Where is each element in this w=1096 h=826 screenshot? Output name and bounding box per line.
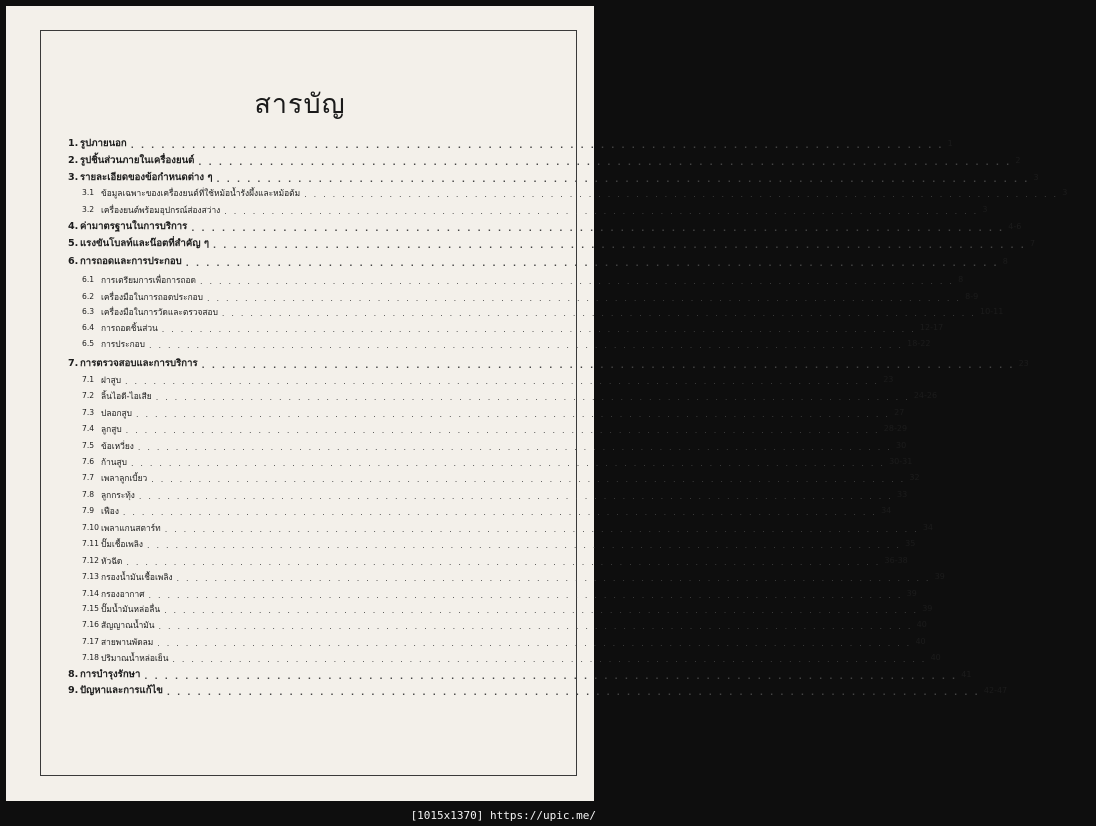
toc-entry-number: 7.11 [82,539,99,548]
toc-entry-number: 9. [68,685,79,696]
toc-entry-title: เพลาแกนสตาร์ท [101,523,161,533]
toc-entry [82,618,927,632]
toc-entry-title: ปริมาณน้ำหล่อเย็น [101,653,169,663]
toc-entry-title: เครื่องมือในการวัดและตรวจสอบ [101,307,218,317]
dot-leader: . . . . . . . . . . . . . . . . . . . . . . . . . . . . . . . . . . . . . . . . . . . . . . . . . . . . . . . . . . . . . . . . . . . . . . . . . . . . . . . . [176,574,931,583]
toc-entry-page: 8-9 [965,292,979,301]
toc-entry-page: 7 [1029,239,1036,248]
toc-entry-number: 3.1 [82,188,95,197]
toc-entry-number: 7.6 [82,457,95,466]
toc-entry-number: 7.9 [82,506,95,515]
toc-entry-page: 34 [881,506,892,515]
toc-entry [82,305,1004,319]
toc-entry-page: 41 [961,670,972,679]
toc-entry [82,337,931,351]
dot-leader: . . . . . . . . . . . . . . . . . . . . . . . . . . . . . . . . . . . . . . . . . . . . . . . . . . . . . . . . . . . . . . . . . . . . . . . . . . . . . . . . [191,224,1005,233]
toc-entry-number: 6.3 [82,307,95,316]
toc-entry-title: เฟือง [101,506,119,516]
toc-entry-number: 3.2 [82,205,95,214]
toc-entry [68,668,972,682]
toc-entry-number: 6.4 [82,323,95,332]
dot-leader: . . . . . . . . . . . . . . . . . . . . . . . . . . . . . . . . . . . . . . . . . . . . . . . . . . . . . . . . . . . . . . . . . . . . . . . . . . . . . . . . [122,508,878,517]
toc-entry-page: 10-11 [980,307,1004,316]
dot-leader: . . . . . . . . . . . . . . . . . . . . . . . . . . . . . . . . . . . . . . . . . . . . . . . . . . . . . . . . . . . . . . . . . . . . . . . . . . . . . . . . [158,622,913,631]
toc-entry [68,357,1029,371]
toc-entry-page: 2 [1015,156,1021,165]
toc-entry-number: 7.14 [82,589,99,598]
toc-entry-title: การประกอบ [101,339,146,349]
toc-entry-number: 2. [68,155,79,166]
toc-entry-number: 7.2 [82,391,95,400]
toc-entry-title: ปัญหาและการแก้ไข [80,685,163,696]
toc-entry-number: 7.12 [82,556,99,565]
toc-entry-number: 3. [68,172,79,183]
toc-entry-title: ปั๊มเชื้อเพลิง [101,539,144,549]
toc-entry-page: 8 [958,275,964,284]
toc-entry [82,537,916,551]
image-source-caption: [1015x1370] https://upic.me/ [0,806,596,826]
toc-entry-number: 7.15 [82,604,99,613]
toc-entry-page: 39 [922,604,933,613]
dot-leader: . . . . . . . . . . . . . . . . . . . . . . . . . . . . . . . . . . . . . . . . . . . . . . . . . . . . . . . . . . . . . . . . . . . . . . . . . . . . . . . . [126,558,881,567]
toc-entry-page: 40 [916,620,927,629]
dot-leader: . . . . . . . . . . . . . . . . . . . . . . . . . . . . . . . . . . . . . . . . . . . . . . . . . . . . . . . . . . . . . . . . . . . . . . . . . . . . . . . . [148,591,903,600]
toc-entry-title: รูปชิ้นส่วนภายในเครื่องยนต์ [80,155,195,166]
toc-entry-number: 7.3 [82,408,95,417]
toc-entry [68,255,1008,269]
toc-entry-number: 6.2 [82,292,95,301]
toc-entry-page: 24-26 [913,391,938,400]
toc-entry-title: การบำรุงรักษา [80,669,141,680]
toc-entry-title: การเตรียมการเพื่อการถอด [101,275,196,285]
toc-entry-title: หัวฉีด [101,556,123,566]
toc-entry-title: ปั๊มน้ำมันหล่อลื่น [101,604,161,614]
dot-leader: . . . . . . . . . . . . . . . . . . . . . . . . . . . . . . . . . . . . . . . . . . . . . . . . . . . . . . . . . . . . . . . . . . . . . . . . . . . . . . . . [164,606,919,615]
toc-entry-page: 1 [947,139,953,148]
toc-entry-title: การตรวจสอบและการบริการ [80,358,198,369]
toc-entry [68,684,1008,698]
toc-entry-title: ปลอกสูบ [101,408,132,418]
toc-entry-title: ลิ้นไอดี-ไอเสีย [101,391,152,401]
toc-entry [82,570,945,584]
toc-entry [82,602,933,616]
dot-leader: . . . . . . . . . . . . . . . . . . . . . . . . . . . . . . . . . . . . . . . . . . . . . . . . . . . . . . . . . . . . . . . . . . . . . . . . . . . . . . . . [185,259,999,268]
toc-entry-page: 35 [905,539,916,548]
toc-entry-title: เพลาลูกเบี้ยว [101,473,148,483]
toc-entry [82,186,1068,200]
toc-entry [68,237,1036,251]
toc-entry [82,504,892,518]
dot-leader: . . . . . . . . . . . . . . . . . . . . . . . . . . . . . . . . . . . . . . . . . . . . . . . . . . . . . . . . . . . . . . . . . . . . . . . . . . . . . . . . [304,190,1059,199]
toc-entry-number: 7.16 [82,620,99,629]
toc-entry-page: 3 [982,205,988,214]
dot-leader: . . . . . . . . . . . . . . . . . . . . . . . . . . . . . . . . . . . . . . . . . . . . . . . . . . . . . . . . . . . . . . . . . . . . . . . . . . . . . . . . [135,410,891,419]
toc-entry-title: ลูกสูบ [101,424,122,434]
toc-entry-title: สายพานพัดลม [101,637,154,647]
dot-leader: . . . . . . . . . . . . . . . . . . . . . . . . . . . . . . . . . . . . . . . . . . . . . . . . . . . . . . . . . . . . . . . . . . . . . . . . . . . . . . . . [147,541,902,550]
toc-entry-number: 7.7 [82,473,95,482]
toc-entry-page: 8 [1002,257,1008,266]
toc-entry-page: 23 [1018,359,1029,368]
toc-entry [82,273,964,287]
toc-entry-number: 7. [68,358,79,369]
toc-entry [82,455,913,469]
dot-leader: . . . . . . . . . . . . . . . . . . . . . . . . . . . . . . . . . . . . . . . . . . . . . . . . . . . . . . . . . . . . . . . . . . . . . . . . . . . . . . . . [200,277,955,286]
dot-leader: . . . . . . . . . . . . . . . . . . . . . . . . . . . . . . . . . . . . . . . . . . . . . . . . . . . . . . . . . . . . . . . . . . . . . . . . . . . . . . . . [221,309,977,318]
dot-leader: . . . . . . . . . . . . . . . . . . . . . . . . . . . . . . . . . . . . . . . . . . . . . . . . . . . . . . . . . . . . . . . . . . . . . . . . . . . . . . . . [125,426,880,435]
toc-entry-title: การถอดชิ้นส่วน [101,323,158,333]
toc-entry [82,471,920,485]
toc-entry [82,389,938,403]
page-title: สารบัญ [254,89,346,120]
dot-leader: . . . . . . . . . . . . . . . . . . . . . . . . . . . . . . . . . . . . . . . . . . . . . . . . . . . . . . . . . . . . . . . . . . . . . . . . . . . . . . . . [149,341,904,350]
toc-entry-page: 39 [906,589,917,598]
dot-leader: . . . . . . . . . . . . . . . . . . . . . . . . . . . . . . . . . . . . . . . . . . . . . . . . . . . . . . . . . . . . . . . . . . . . . . . . . . . . . . . . [164,525,919,534]
toc-entry-title: เครื่องมือในการถอดประกอบ [101,292,203,302]
document-page [6,6,1068,801]
toc-entry-number: 7.1 [82,375,95,384]
toc-entry-title: กรองน้ำมันเชื้อเพลิง [101,572,173,582]
toc-entry [68,220,1022,234]
toc-entry [82,203,988,217]
toc-entry-number: 7.10 [82,523,99,532]
toc-entry-title: ข้อมูลเฉพาะของเครื่องยนต์ที่ใช้หม้อน้ำรังผึ้งและหม้อต้ม [101,188,301,198]
dot-leader: . . . . . . . . . . . . . . . . . . . . . . . . . . . . . . . . . . . . . . . . . . . . . . . . . . . . . . . . . . . . . . . . . . . . . . . . . . . . . . . . [155,393,910,402]
toc-entry-page: 3 [1062,188,1068,197]
toc-entry [82,373,894,387]
toc-entry [68,137,953,151]
toc-entry-number: 7.8 [82,490,95,499]
toc-entry-page: 4-6 [1008,222,1022,231]
toc-entry [82,406,905,420]
dot-leader: . . . . . . . . . . . . . . . . . . . . . . . . . . . . . . . . . . . . . . . . . . . . . . . . . . . . . . . . . . . . . . . . . . . . . . . . . . . . . . . . [166,688,980,697]
toc-entry-page: 23 [883,375,894,384]
dot-leader: . . . . . . . . . . . . . . . . . . . . . . . . . . . . . . . . . . . . . . . . . . . . . . . . . . . . . . . . . . . . . . . . . . . . . . . . . . . . . . . . [137,443,892,452]
toc-entry [68,154,1021,168]
toc-entry-page: 3 [1033,173,1039,182]
toc-entry-page: 32 [909,473,920,482]
toc-entry-title: สัญญาณน้ำมัน [101,620,155,630]
toc-entry-page: 33 [897,490,908,499]
toc-entry [82,488,908,502]
toc-entry-title: เครื่องยนต์พร้อมอุปกรณ์ส่องสว่าง [101,205,221,215]
dot-leader: . . . . . . . . . . . . . . . . . . . . . . . . . . . . . . . . . . . . . . . . . . . . . . . . . . . . . . . . . . . . . . . . . . . . . . . . . . . . . . . . [161,325,916,334]
toc-entry-number: 7.18 [82,653,99,662]
dot-leader: . . . . . . . . . . . . . . . . . . . . . . . . . . . . . . . . . . . . . . . . . . . . . . . . . . . . . . . . . . . . . . . . . . . . . . . . . . . . . . . . [144,672,958,681]
toc-entry [82,321,944,335]
dot-leader: . . . . . . . . . . . . . . . . . . . . . . . . . . . . . . . . . . . . . . . . . . . . . . . . . . . . . . . . . . . . . . . . . . . . . . . . . . . . . . . . [130,141,944,150]
toc-entry-title: รูปภายนอก [80,138,127,149]
toc-entry-title: แรงขันโบลท์และน๊อตที่สำคัญ ๆ [80,238,210,249]
toc-entry-title: ค่ามาตรฐานในการบริการ [80,221,188,232]
toc-entry-number: 1. [68,138,79,149]
toc-entry-page: 39 [934,572,945,581]
dot-leader: . . . . . . . . . . . . . . . . . . . . . . . . . . . . . . . . . . . . . . . . . . . . . . . . . . . . . . . . . . . . . . . . . . . . . . . . . . . . . . . . [172,655,927,664]
toc-entry-number: 4. [68,221,79,232]
toc-entry-title: ฝาสูบ [101,375,122,385]
toc-entry [82,651,941,665]
toc-entry-number: 6.5 [82,339,95,348]
dot-leader: . . . . . . . . . . . . . . . . . . . . . . . . . . . . . . . . . . . . . . . . . . . . . . . . . . . . . . . . . . . . . . . . . . . . . . . . . . . . . . . . [198,158,1012,167]
dot-leader: . . . . . . . . . . . . . . . . . . . . . . . . . . . . . . . . . . . . . . . . . . . . . . . . . . . . . . . . . . . . . . . . . . . . . . . . . . . . . . . . [213,241,1026,250]
toc-entry [82,635,926,649]
toc-entry-page: 27 [894,408,905,417]
toc-entry-page: 12-17 [919,323,944,332]
toc-entry [82,587,917,601]
toc-entry-title: ลูกกระทุ้ง [101,490,135,500]
toc-entry-page: 34 [922,523,934,532]
toc-entry [82,554,908,568]
dot-leader: . . . . . . . . . . . . . . . . . . . . . . . . . . . . . . . . . . . . . . . . . . . . . . . . . . . . . . . . . . . . . . . . . . . . . . . . . . . . . . . . [151,475,906,484]
toc-entry [68,171,1039,185]
toc-entry-number: 5. [68,238,79,249]
toc-entry-page: 30 [895,441,907,450]
toc-entry [82,422,908,436]
dot-leader: . . . . . . . . . . . . . . . . . . . . . . . . . . . . . . . . . . . . . . . . . . . . . . . . . . . . . . . . . . . . . . . . . . . . . . . . . . . . . . . . [125,377,880,386]
toc-entry [82,439,907,453]
toc-entry-title: รายละเอียดของข้อกำหนดต่าง ๆ [80,172,213,183]
toc-entry-number: 7.4 [82,424,95,433]
toc-entry-page: 36-38 [884,556,908,565]
dot-leader: . . . . . . . . . . . . . . . . . . . . . . . . . . . . . . . . . . . . . . . . . . . . . . . . . . . . . . . . . . . . . . . . . . . . . . . . . . . . . . . . [224,207,979,216]
toc-entry-title: กรองอากาศ [101,589,145,599]
toc-entry-page: 28-29 [883,424,908,433]
toc-entry-page: 42-47 [983,686,1008,695]
toc-entry-page: 18-22 [907,339,931,348]
toc-entry-number: 7.13 [82,572,99,581]
toc-entry-title: ข้อเหวี่ยง [101,441,134,451]
dot-leader: . . . . . . . . . . . . . . . . . . . . . . . . . . . . . . . . . . . . . . . . . . . . . . . . . . . . . . . . . . . . . . . . . . . . . . . . . . . . . . . . [157,639,912,648]
toc-entry-number: 7.17 [82,637,99,646]
dot-leader: . . . . . . . . . . . . . . . . . . . . . . . . . . . . . . . . . . . . . . . . . . . . . . . . . . . . . . . . . . . . . . . . . . . . . . . . . . . . . . . . [201,361,1015,370]
dot-leader: . . . . . . . . . . . . . . . . . . . . . . . . . . . . . . . . . . . . . . . . . . . . . . . . . . . . . . . . . . . . . . . . . . . . . . . . . . . . . . . . [138,492,894,501]
dot-leader: . . . . . . . . . . . . . . . . . . . . . . . . . . . . . . . . . . . . . . . . . . . . . . . . . . . . . . . . . . . . . . . . . . . . . . . . . . . . . . . . [216,175,1030,184]
toc-entry-page: 40 [930,653,941,662]
toc-entry-number: 7.5 [82,441,95,450]
dot-leader: . . . . . . . . . . . . . . . . . . . . . . . . . . . . . . . . . . . . . . . . . . . . . . . . . . . . . . . . . . . . . . . . . . . . . . . . . . . . . . . . [130,459,886,468]
toc-entry-number: 8. [68,669,79,680]
toc-entry [82,521,934,535]
toc-entry-number: 6.1 [82,275,95,284]
dot-leader: . . . . . . . . . . . . . . . . . . . . . . . . . . . . . . . . . . . . . . . . . . . . . . . . . . . . . . . . . . . . . . . . . . . . . . . . . . . . . . . . [207,294,962,303]
toc-entry-page: 40 [915,637,926,646]
toc-entry-page: 30-31 [889,457,913,466]
toc-entry-number: 6. [68,256,79,267]
toc-entry-title: ก้านสูบ [101,457,127,467]
toc-entry [82,290,979,304]
toc-entry-title: การถอดและการประกอบ [80,256,182,267]
